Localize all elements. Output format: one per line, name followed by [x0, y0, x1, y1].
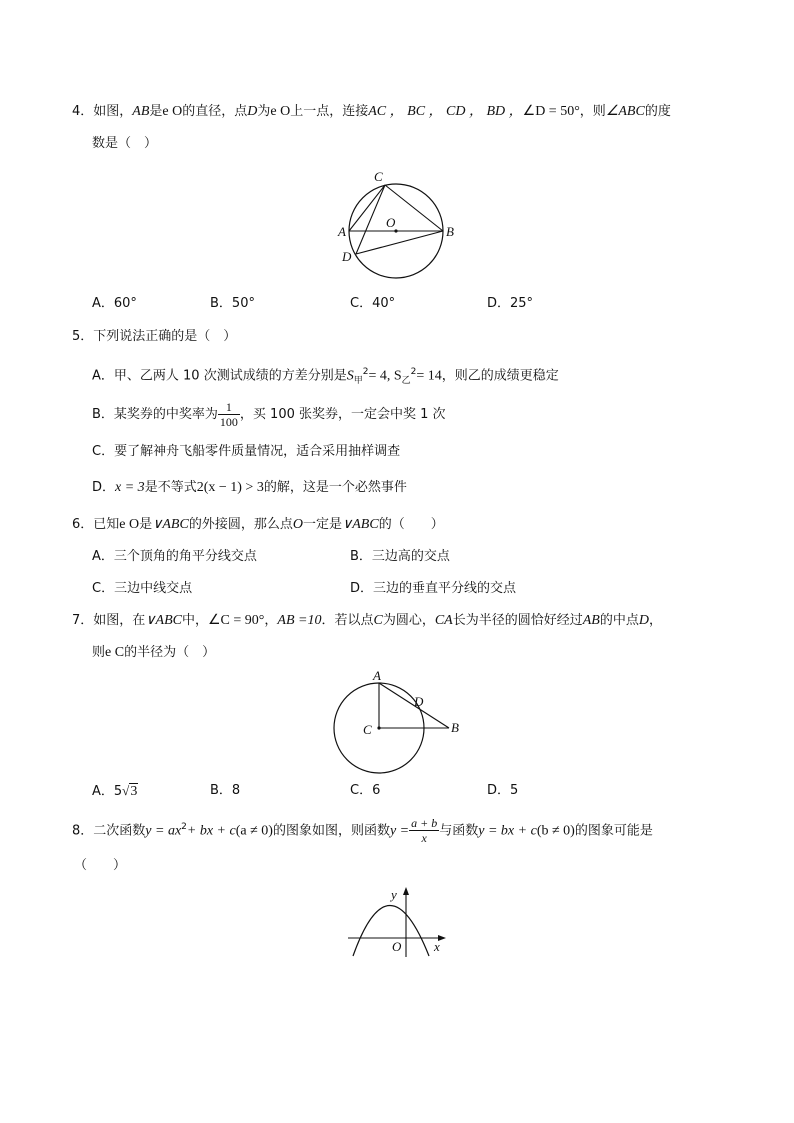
q7-option-a[interactable]: A．5√3 — [92, 783, 138, 799]
q5-option-a[interactable]: A．甲、乙两人 10 次测试成绩的方差分别是$S_甲^2= 4$, $S_乙^2= 14$，则乙的成绩更稳定 — [92, 367, 559, 386]
q7-line2: 则e C的半径为（ ） — [92, 645, 216, 660]
q6-option-d[interactable]: D．三边的垂直平分线的交点 — [350, 581, 517, 596]
q6-option-a[interactable]: A．三个顶角的角平分线交点 — [92, 549, 257, 564]
label-o: O — [386, 215, 396, 230]
q8-line1: 8．二次函数$y = ax^2+$ bx + c(a ≠ 0)的图象如图，则函数y = $\frac{a + b}{x}$ 与函数y = bx + c(b ≠ 0)的图象可能是 — [72, 816, 653, 846]
q7-figure — [330, 668, 470, 780]
label-c: C — [363, 722, 372, 737]
q6-option-b[interactable]: B．三边高的交点 — [350, 549, 450, 564]
q4-option-c[interactable]: C．40° — [350, 296, 396, 311]
q5-option-c[interactable]: C．要了解神舟飞船零件质量情况，适合采用抽样调查 — [92, 444, 401, 459]
q8-figure — [345, 885, 455, 960]
q6-line1: 6．已知e O是∨ABC的外接圆，那么点O一定是∨ABC的（ ） — [72, 517, 444, 532]
q5-option-d[interactable]: D．x = 3是不等式2(x − 1) > 3的解，这是一个必然事件 — [92, 480, 407, 495]
label-b: B — [451, 720, 459, 735]
q4-line2: 数是（ ） — [92, 136, 158, 151]
label-d: D — [342, 249, 352, 264]
fraction-1-100: $\frac{1}{100}$ — [219, 400, 238, 429]
label-a: A — [338, 224, 346, 239]
q4-figure — [330, 166, 470, 286]
q5-title: 5．下列说法正确的是（ ） — [72, 329, 237, 344]
q4-option-d[interactable]: D．25° — [487, 296, 534, 311]
fraction-a-plus-b-over-x: $\frac{a + b}{x}$ — [411, 816, 438, 846]
label-y: y — [391, 887, 397, 902]
q7-option-c[interactable]: C．6 — [350, 783, 381, 798]
q4-option-a[interactable]: A．60° — [92, 296, 137, 311]
label-o: O — [392, 939, 402, 954]
q7-option-b[interactable]: B．8 — [210, 783, 241, 798]
q6-option-c[interactable]: C．三边中线交点 — [92, 581, 193, 596]
q7-line1: 7．如图，在∨ABC中，∠C = 90°，AB =10．若以点C为圆心，CA长为半径的圆恰好经过AB的中点D， — [72, 613, 663, 628]
label-b: B — [446, 224, 454, 239]
label-d: D — [414, 694, 424, 709]
label-a: A — [373, 668, 381, 683]
label-x: x — [434, 939, 440, 954]
q8-line2: （ ） — [74, 858, 127, 873]
q4-option-b[interactable]: B．50° — [210, 296, 255, 311]
q5-option-b[interactable]: B．某奖券的中奖率为 $\frac{1}{100}$ ，买 100 张奖券，一定会中奖 1 次 — [92, 400, 446, 429]
label-c: C — [374, 169, 383, 184]
q4-line1: 4．如图，AB是e O的直径，点D为e O上一点，连接AC ， BC ， CD ， BD ，∠D = 50°，则∠ABC的度 — [72, 104, 671, 119]
q7-option-d[interactable]: D．5 — [487, 783, 519, 798]
